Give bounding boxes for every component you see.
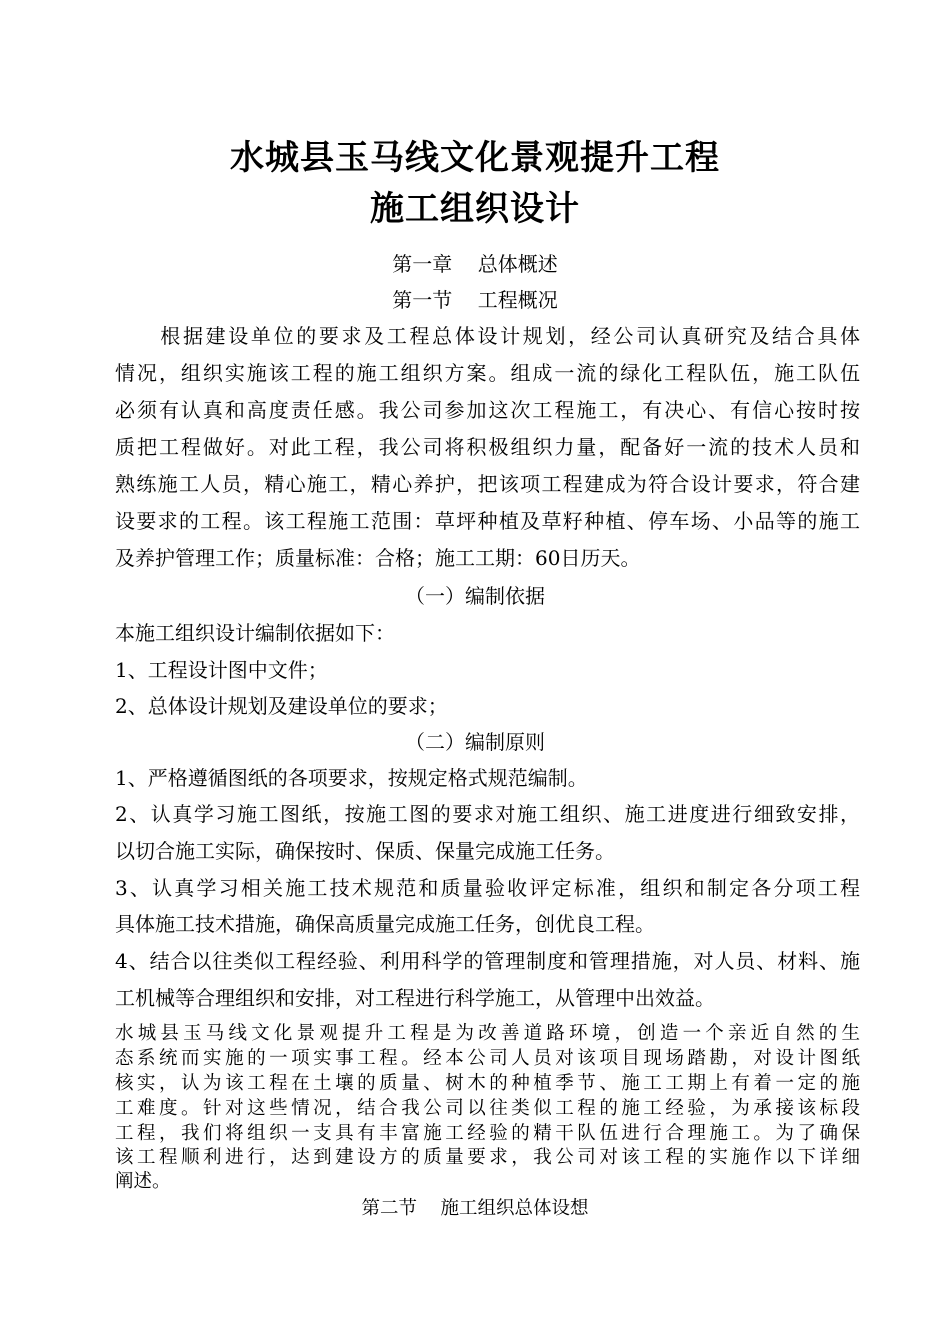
principles-line: 2、认真学习施工图纸，按施工图的要求对施工组织、施工进度进行细致安排， [115, 802, 860, 826]
section1-heading: 第一节 工程概况 [392, 288, 558, 312]
overview-line: 必须有认真和高度责任感。我公司参加这次工程施工，有决心、有信心按时按 [115, 398, 860, 422]
principles-line: 工机械等合理组织和安排，对工程进行科学施工，从管理中出效益。 [115, 986, 715, 1010]
intro-line: 阐述。 [115, 1171, 171, 1192]
chapter-heading: 第一章 总体概述 [392, 252, 558, 276]
intro-line: 核实，认为该工程在土壤的质量、树木的种植季节、施工工期上有着一定的施 [115, 1073, 860, 1094]
principles-line: 3、认真学习相关施工技术规范和质量验收评定标准，组织和制定各分项工程 [115, 876, 860, 900]
basis-heading: （一）编制依据 [405, 584, 545, 608]
basis-line: 2、总体设计规划及建设单位的要求； [115, 694, 448, 718]
overview-line: 设要求的工程。该工程施工范围：草坪种植及草籽种植、停车场、小品等的施工 [115, 509, 860, 533]
principles-line: 具体施工技术措施，确保高质量完成施工任务，创优良工程。 [115, 912, 655, 936]
document-title-line2: 施工组织设计 [370, 189, 580, 229]
principles-line: 4、结合以往类似工程经验、利用科学的管理制度和管理措施，对人员、材料、施 [115, 949, 860, 973]
overview-line: 质把工程做好。对此工程，我公司将积极组织力量，配备好一流的技术人员和 [115, 435, 860, 459]
intro-line: 态系统而实施的一项实事工程。经本公司人员对该项目现场踏勘，对设计图纸 [115, 1048, 860, 1069]
basis-line: 本施工组织设计编制依据如下： [115, 621, 395, 645]
intro-line: 工程，我们将组织一支具有丰富施工经验的精干队伍进行合理施工。为了确保 [115, 1123, 860, 1144]
overview-line: 熟练施工人员，精心施工，精心养护，把该项工程建成为符合设计要求，符合建 [115, 472, 860, 496]
section2-heading: 第二节 施工组织总体设想 [361, 1198, 589, 1219]
overview-line: 情况，组织实施该工程的施工组织方案。组成一流的绿化工程队伍，施工队伍 [115, 361, 860, 385]
document-title-line1: 水城县玉马线文化景观提升工程 [230, 138, 720, 178]
principles-line: 以切合施工实际，确保按时、保质、保量完成施工任务。 [115, 839, 615, 863]
overview-line: 根据建设单位的要求及工程总体设计规划，经公司认真研究及结合具体 [115, 324, 860, 348]
intro-line: 该工程顺利进行，达到建设方的质量要求，我公司对该工程的实施作以下详细 [115, 1147, 860, 1168]
principles-line: 1、严格遵循图纸的各项要求，按规定格式规范编制。 [115, 766, 588, 790]
intro-line: 水城县玉马线文化景观提升工程是为改善道路环境，创造一个亲近自然的生 [115, 1023, 860, 1044]
principles-heading: （二）编制原则 [405, 730, 545, 754]
basis-line: 1、工程设计图中文件； [115, 658, 328, 682]
overview-line: 及养护管理工作；质量标准：合格；施工工期：60日历天。 [115, 546, 641, 570]
intro-line: 工难度。针对这些情况，结合我公司以往类似工程的施工经验，为承接该标段 [115, 1098, 860, 1119]
